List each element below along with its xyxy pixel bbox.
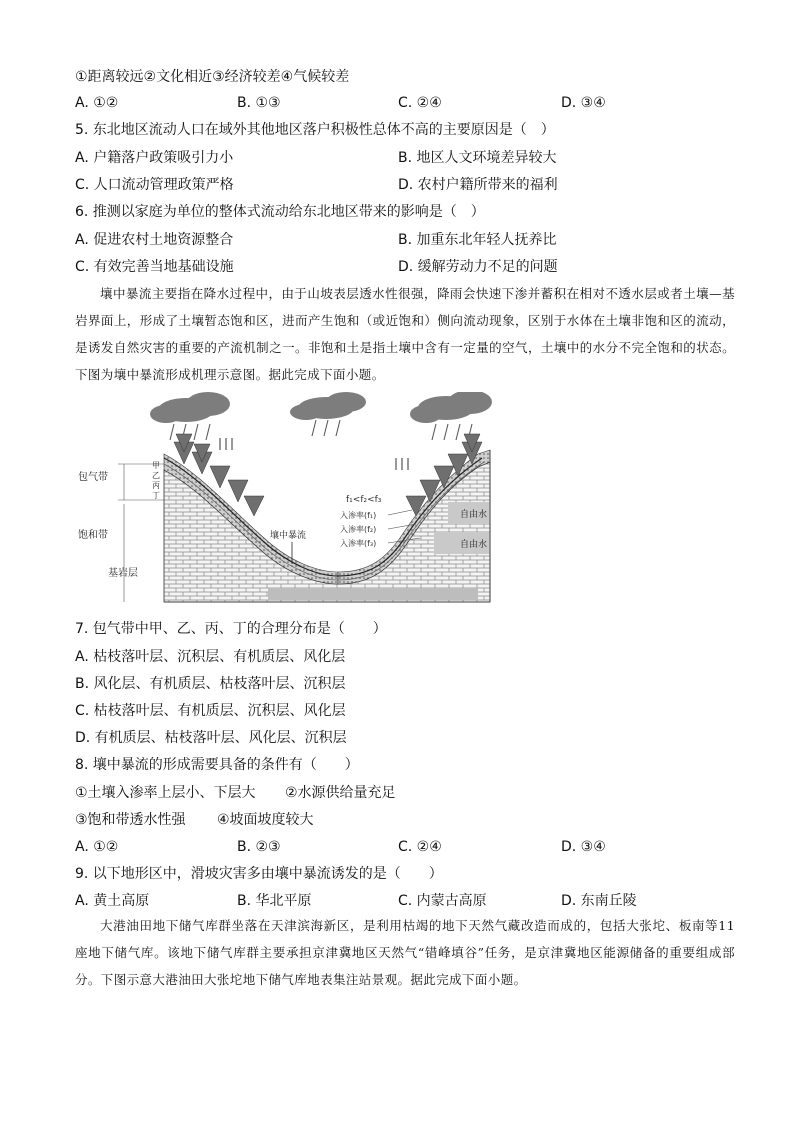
q8-stem: 8. 壤中暴流的形成需要具备的条件有（ ） xyxy=(75,757,359,773)
cloud-icon xyxy=(290,392,366,420)
infiltration-rate-2-label: 入渗率(f₂) xyxy=(340,525,377,534)
q8-item-2: ②水源供给量充足 xyxy=(285,785,396,801)
layer-yi-label: 乙 xyxy=(152,471,160,480)
q6-option-c[interactable]: C. 有效完善当地基础设施 xyxy=(75,259,234,275)
q8-options xyxy=(75,838,735,856)
cloud-icon xyxy=(410,392,492,423)
q5-options-row2 xyxy=(75,176,735,194)
q7-stem: 7. 包气带中甲、乙、丙、丁的合理分布是（ ） xyxy=(75,621,387,637)
q5-option-c[interactable]: C. 人口流动管理政策严格 xyxy=(75,177,234,193)
q7-option-c[interactable]: C. 枯枝落叶层、有机质层、沉积层、风化层 xyxy=(75,703,346,719)
subsurface-flow-diagram xyxy=(78,392,630,608)
q5-option-d[interactable]: D. 农村户籍所带来的福利 xyxy=(398,177,558,193)
layer-ding-label: 丁 xyxy=(152,491,160,500)
q9-option-b[interactable]: B. 华北平原 xyxy=(237,893,312,909)
q5-option-b[interactable]: B. 地区人文环境差异较大 xyxy=(398,150,557,166)
q8-items-row1 xyxy=(75,784,735,802)
q9-option-c[interactable]: C. 内蒙古高原 xyxy=(398,893,487,909)
q8-option-c[interactable]: C. ②④ xyxy=(398,839,442,855)
q9-stem: 9. 以下地形区中，滑坡灾害多由壤中暴流诱发的是（ ） xyxy=(75,866,443,882)
q4-options xyxy=(75,94,735,112)
q7-option-a[interactable]: A. 枯枝落叶层、沉积层、有机质层、风化层 xyxy=(75,649,346,665)
zone-saturated-label: 饱和带 xyxy=(78,530,108,541)
layer-jia-label: 甲 xyxy=(152,461,160,470)
infiltration-arrows-icon xyxy=(220,438,408,470)
cloud-icon xyxy=(150,392,230,423)
subsurface-flow-label: 壤中暴流 xyxy=(270,531,307,541)
infiltration-rate-1-label: 入渗率(f₁) xyxy=(340,511,377,520)
free-water-label-2: 自由水 xyxy=(460,540,488,550)
free-water-label-1: 自由水 xyxy=(460,510,488,520)
q6-option-d[interactable]: D. 缓解劳动力不足的问题 xyxy=(398,259,558,275)
q6-options-row1 xyxy=(75,231,735,249)
q6-option-a[interactable]: A. 促进农村土地资源整合 xyxy=(75,232,234,248)
zone-aeration-label: 包气带 xyxy=(78,472,108,483)
groundwater-strip xyxy=(268,588,478,600)
infiltration-relation-label: f₁<f₂<f₃ xyxy=(346,495,382,505)
q4-items: ①距离较远②文化相近③经济较差④气候较差 xyxy=(75,69,350,85)
q8-option-d[interactable]: D. ③④ xyxy=(561,839,606,855)
passage-gas-storage: 大港油田地下储气库群坐落在天津滨海新区，是利用枯竭的地下天然气藏改造而成的，包括大张坨、板南等11座地下储气库。该地下储气库群主要承担京津冀地区天然气“错峰填谷”任务，是京津冀地区能源储备的重要组成部分。下图示意大港油田大张坨地下储气库地表集注站景观。据此完成下面小题。 xyxy=(75,918,735,987)
bedrock-label: 基岩层 xyxy=(108,568,138,579)
q8-item-1: ①土壤入渗率上层小、下层大 xyxy=(75,785,256,801)
q8-option-a[interactable]: A. ①② xyxy=(75,839,119,855)
infiltration-rate-3-label: 入渗率(f₃) xyxy=(340,539,377,548)
q6-stem: 6. 推测以家庭为单位的整体式流动给东北地区带来的影响是（ ） xyxy=(75,204,485,220)
q6-option-b[interactable]: B. 加重东北年轻人抚养比 xyxy=(398,232,557,248)
q8-item-3: ③饱和带透水性强 xyxy=(75,812,186,828)
q8-items-row2 xyxy=(75,811,735,829)
q8-item-4: ④坡面坡度较大 xyxy=(217,812,314,828)
q4-option-a[interactable]: A. ①② xyxy=(75,95,119,111)
q6-options-row2 xyxy=(75,258,735,276)
q4-option-d[interactable]: D. ③④ xyxy=(561,95,606,111)
q9-option-d[interactable]: D. 东南丘陵 xyxy=(561,893,637,909)
q7-option-b[interactable]: B. 风化层、有机质层、枯枝落叶层、沉积层 xyxy=(75,676,346,692)
layer-bing-label: 丙 xyxy=(152,481,160,490)
rain-icon xyxy=(170,420,472,440)
q9-options xyxy=(75,892,735,910)
q8-option-b[interactable]: B. ②③ xyxy=(237,839,281,855)
q5-stem: 5. 东北地区流动人口在域外其他地区落户积极性总体不高的主要原因是（ ） xyxy=(75,122,555,138)
q5-option-a[interactable]: A. 户籍落户政策吸引力小 xyxy=(75,150,234,166)
q4-option-b[interactable]: B. ①③ xyxy=(237,95,281,111)
q4-option-c[interactable]: C. ②④ xyxy=(398,95,442,111)
q5-options-row1 xyxy=(75,149,735,167)
q7-option-d[interactable]: D. 有机质层、枯枝落叶层、风化层、沉积层 xyxy=(75,730,347,746)
q9-option-a[interactable]: A. 黄土高原 xyxy=(75,893,150,909)
passage-subsurface-flow: 壤中暴流主要指在降水过程中，由于山坡表层透水性很强，降雨会快速下渗并蓄积在相对不透水层或者土壤—基岩界面上，形成了土壤暂态饱和区，进而产生饱和（或近饱和）侧向流动现象，区别于水体在土壤非饱和区的流动，是诱发自然灾害的重要的产流机制之一。非饱和土是指土壤中含有一定量的空气，土壤中的水分不完全饱和的状态。下图为壤中暴流形成机理示意图。据此完成下面小题。 xyxy=(75,286,735,382)
